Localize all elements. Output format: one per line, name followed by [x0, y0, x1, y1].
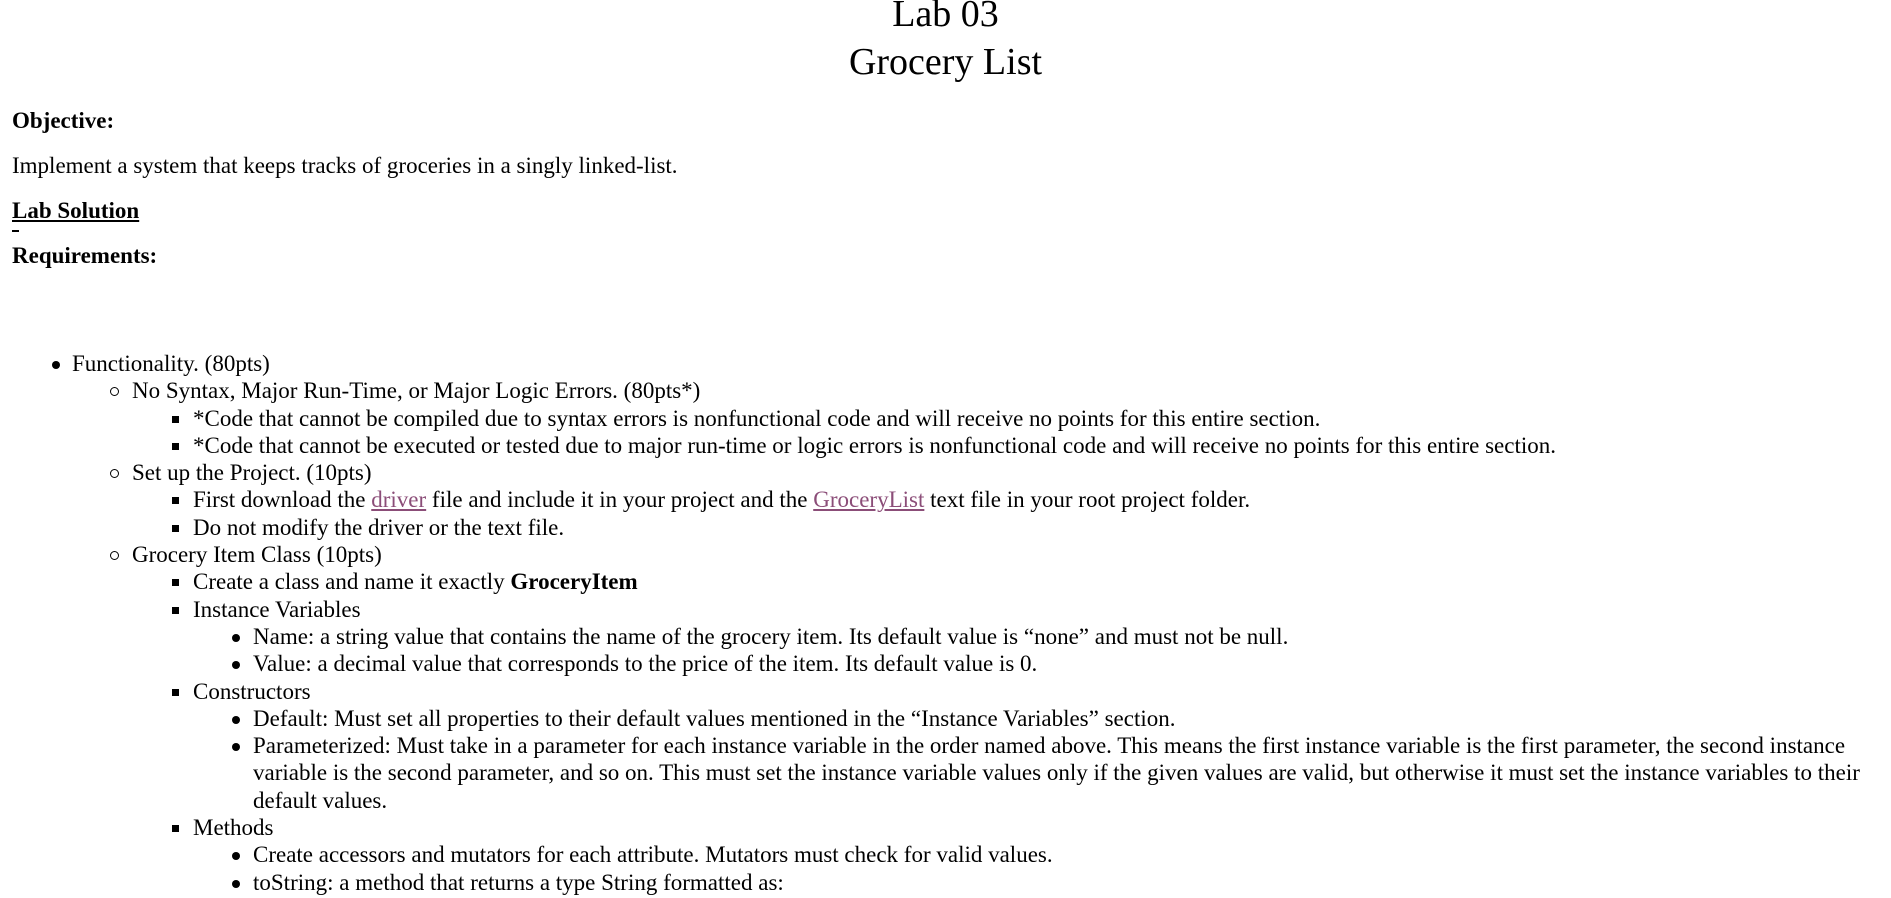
- list-item-methods: Methods: [0, 814, 1891, 841]
- list-item-functionality: Functionality. (80pts): [0, 350, 1891, 377]
- list-item-no-modify: Do not modify the driver or the text file.: [0, 514, 1891, 541]
- list-item-constructors: Constructors: [0, 678, 1891, 705]
- list-item-method-tostring: toString: a method that returns a type String formatted as:: [0, 869, 1891, 896]
- list-item-no-errors: No Syntax, Major Run-Time, or Major Logic Errors. (80pts*): [0, 377, 1891, 404]
- grocerylist-link[interactable]: GroceryList: [813, 487, 925, 513]
- page-title-line-1: Lab 03: [892, 0, 999, 35]
- list-item-var-name: Name: a string value that contains the name of the grocery item. Its default value is “none” and must not be null.: [0, 623, 1891, 650]
- list-item-setup: Set up the Project. (10pts): [0, 459, 1891, 486]
- list-item-var-value: Value: a decimal value that corresponds to the price of the item. Its default value is 0.: [0, 650, 1891, 677]
- list-item-instance-variables: Instance Variables: [0, 596, 1891, 623]
- list-item-grocery-item-class: Grocery Item Class (10pts): [0, 541, 1891, 568]
- list-item-create-class: Create a class and name it exactly GroceryItem: [0, 568, 1891, 595]
- objective-heading: Objective:: [12, 108, 115, 133]
- driver-link[interactable]: driver: [371, 487, 427, 513]
- lab-solution-link[interactable]: Lab Solution: [12, 198, 140, 223]
- class-name-grocery-item: GroceryItem: [510, 569, 638, 595]
- list-item-method-accessors: Create accessors and mutators for each attribute. Mutators must check for valid values.: [0, 841, 1891, 868]
- list-item-ctor-default: Default: Must set all properties to their default values mentioned in the “Instance Variables” section.: [0, 705, 1891, 732]
- stray-underline-mark: [12, 230, 19, 232]
- requirements-list: [0, 350, 1891, 896]
- page-title-line-2: Grocery List: [848, 41, 1043, 83]
- objective-text: Implement a system that keeps tracks of groceries in a singly linked-list.: [12, 153, 678, 178]
- list-item-download-step: First download the driver file and include it in your project and the GroceryList text file in your root project folder.: [0, 486, 1891, 513]
- list-item-ctor-param: Parameterized: Must take in a parameter for each instance variable in the order named above. This means the first instance variable is the first parameter, the second instance variable is the second parameter, and so on. This must set the instance variable values only if the given values are valid, but otherwise it must set the instance variables to their default values.: [0, 732, 1891, 814]
- list-item-compile-note: *Code that cannot be compiled due to syntax errors is nonfunctional code and will receive no points for this entire section.: [0, 405, 1891, 432]
- list-item-runtime-note: *Code that cannot be executed or tested due to major run-time or logic errors is nonfunctional code and will receive no points for this entire section.: [0, 432, 1891, 459]
- requirements-heading: Requirements:: [12, 243, 158, 268]
